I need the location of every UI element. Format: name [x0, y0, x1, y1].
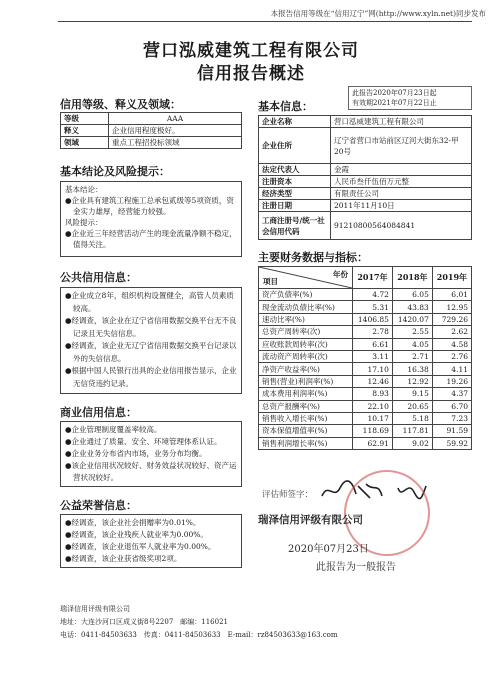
- validity-start: 此报告2020年07月23日起: [352, 89, 437, 97]
- metric-name: 速动比率(%): [259, 313, 353, 325]
- metric-value: 2.78: [353, 326, 393, 338]
- business-credit-item: ●企业管理制度覆盖率较高。: [65, 425, 162, 434]
- top-divider: [58, 21, 472, 22]
- financial-table: [258, 266, 472, 450]
- rating-value: 重点工程招投标领域: [109, 137, 242, 149]
- rating-label: 等级: [61, 113, 109, 125]
- metric-name: 总资产报酬率(%): [259, 400, 353, 412]
- metric-value: 16.38: [392, 363, 432, 375]
- metric-name: 成本费用利润率(%): [259, 388, 353, 400]
- risk-label: 风险提示：: [65, 218, 103, 227]
- metric-value: 22.10: [353, 400, 393, 412]
- conclusion-box: [60, 181, 242, 257]
- metric-value: 9.15: [392, 388, 432, 400]
- financial-row: [259, 301, 472, 313]
- financial-corner-cell: [259, 267, 353, 289]
- metric-value: 6.61: [353, 338, 393, 350]
- metric-value: 2.76: [432, 350, 471, 362]
- financial-row: [259, 326, 472, 338]
- financial-row: [259, 437, 472, 449]
- public-credit-item: ●企业成立8年，组织机构设置健全，高管人员素质较高。: [65, 291, 234, 313]
- basic-conclusion-label: 基本结论：: [65, 185, 103, 194]
- metric-value: 20.65: [392, 400, 432, 412]
- top-note: 本报告信用等级在“信用辽宁”网(http://www.xyln.net)同步发布: [270, 9, 486, 18]
- metric-value: 3.11: [353, 350, 393, 362]
- rating-row-field: [61, 137, 242, 149]
- basic-info-table: [258, 115, 472, 240]
- metric-value: 12.92: [392, 375, 432, 387]
- basic-conclusion-text: ●企业具有建筑工程施工总承包贰级等5项资质，资金实力雄厚，经营能力较强。: [65, 196, 234, 216]
- public-credit-heading: 公共信用信息：: [60, 271, 137, 284]
- public-welfare-item: ●经调查，该企业残疾人就业率为0.00%。: [65, 530, 208, 539]
- metric-value: 4.58: [432, 338, 471, 350]
- signoff-date: 2020年07月23日: [288, 544, 369, 555]
- financial-row: [259, 412, 472, 424]
- info-value: 91210800564084841: [331, 212, 472, 240]
- info-label: 企业住所: [259, 128, 331, 164]
- info-value: 人民币叁仟伍佰万元整: [331, 176, 472, 188]
- metric-value: 7.23: [432, 412, 471, 424]
- metric-value: 2.55: [392, 326, 432, 338]
- business-credit-item: ●企业业务分布省内市场，业务分布均衡。: [65, 449, 207, 458]
- metric-value: 4.05: [392, 338, 432, 350]
- public-welfare-item: ●经调查，该企业获省级奖项2项。: [65, 554, 182, 563]
- metric-value: 6.01: [432, 289, 471, 301]
- metric-value: 729.26: [432, 313, 471, 325]
- info-row-reg-date: [259, 200, 472, 212]
- financial-header-row: [259, 267, 472, 289]
- report-title: 信用报告概述: [197, 64, 305, 84]
- metric-value: 5.31: [353, 301, 393, 313]
- metric-name: 应收账款周转率(次): [259, 338, 353, 350]
- evaluator-label: 评估师签字：: [262, 490, 314, 500]
- footer-company: 瑞泽信用评级有限公司: [60, 605, 130, 613]
- rating-value: AAA: [109, 113, 242, 125]
- info-value: 2011年11月10日: [331, 200, 472, 212]
- info-value: 金霞: [331, 164, 472, 176]
- metric-value: 8.93: [353, 388, 393, 400]
- public-welfare-item: ●经调查，该企业社会捐赠率为0.01%。: [65, 518, 201, 527]
- metric-name: 销售利润增长率(%): [259, 437, 353, 449]
- basic-info-heading: 基本信息：: [258, 100, 313, 113]
- footer-contact: 电话：0411-84503633 传真：0411-84503633 E-mail：rz84503633@163.com: [60, 631, 338, 639]
- corner-item-label: 项目: [263, 277, 278, 286]
- metric-value: 62.91: [353, 437, 393, 449]
- metric-name: 销售收入增长率(%): [259, 412, 353, 424]
- financial-row: [259, 388, 472, 400]
- metric-value: 10.17: [353, 412, 393, 424]
- info-value: 辽宁省营口市站前区辽河大街东32-甲20号: [331, 128, 472, 164]
- metric-value: 2.62: [432, 326, 471, 338]
- info-row-name: [259, 116, 472, 128]
- business-credit-box: [60, 421, 242, 487]
- metric-value: 117.81: [392, 425, 432, 437]
- company-title: 营口泓威建筑工程有限公司: [143, 41, 359, 61]
- rating-row-meaning: [61, 125, 242, 137]
- rating-label: 释义: [61, 125, 109, 137]
- metric-value: 59.92: [432, 437, 471, 449]
- metric-value: 2.71: [392, 350, 432, 362]
- metric-name: 资本保值增值率(%): [259, 425, 353, 437]
- info-value: 营口泓威建筑工程有限公司: [331, 116, 472, 128]
- financial-row: [259, 338, 472, 350]
- business-credit-item: ●企业通过了质量、安全、环境管理体系认证。: [65, 437, 222, 446]
- financial-row: [259, 400, 472, 412]
- year-header: 2017年: [353, 267, 393, 289]
- metric-value: 4.11: [432, 363, 471, 375]
- metric-name: 总资产周转率(次): [259, 326, 353, 338]
- financial-row: [259, 289, 472, 301]
- public-welfare-box: [60, 514, 242, 568]
- public-welfare-item: ●经调查，该企业退伍军人就业率为0.00%。: [65, 542, 216, 551]
- info-row-capital: [259, 176, 472, 188]
- metric-value: 4.72: [353, 289, 393, 301]
- metric-name: 净资产收益率(%): [259, 363, 353, 375]
- rating-label: 领域: [61, 137, 109, 149]
- year-header: 2018年: [392, 267, 432, 289]
- financial-row: [259, 363, 472, 375]
- info-label: 注册日期: [259, 200, 331, 212]
- metric-name: 现金流动负债比率(%): [259, 301, 353, 313]
- financial-heading: 主要财务数据与指标：: [258, 251, 368, 264]
- metric-value: 118.69: [353, 425, 393, 437]
- signoff-company: 瑞泽信用评级有限公司: [258, 514, 363, 526]
- financial-row: [259, 313, 472, 325]
- financial-row: [259, 375, 472, 387]
- year-header: 2019年: [432, 267, 471, 289]
- public-credit-item: ●经调查，该企业在辽宁省信用数据交换平台无不良记录且无失信信息。: [65, 316, 237, 338]
- info-row-legal-rep: [259, 164, 472, 176]
- public-credit-box: [60, 287, 242, 394]
- conclusion-heading: 基本结论及风险提示：: [60, 165, 170, 178]
- metric-value: 19.26: [432, 375, 471, 387]
- rating-value: 企业信用程度极好。: [109, 125, 242, 137]
- metric-value: 12.95: [432, 301, 471, 313]
- risk-text: ●企业近三年经营活动产生的现金流量净额不稳定，值得关注。: [65, 229, 237, 249]
- rating-heading: 信用等级、释义及领域：: [60, 98, 181, 111]
- metric-value: 17.10: [353, 363, 393, 375]
- metric-value: 9.02: [392, 437, 432, 449]
- info-label: 注册资本: [259, 176, 331, 188]
- report-type-note: 此报告为一般报告: [316, 562, 396, 573]
- public-credit-item: ●根据中国人民银行出具的企业信用报告显示，企业无信贷违约记录。: [65, 366, 237, 388]
- validity-end: 有效期2021年07月22日止: [352, 99, 437, 107]
- public-welfare-heading: 公益荣誉信息：: [60, 499, 137, 512]
- info-label: 法定代表人: [259, 164, 331, 176]
- footer-address: 地址：大连沙河口区成义街8号2207 邮编：116021: [60, 618, 228, 626]
- corner-year-label: 年份: [333, 270, 348, 279]
- info-value: 有限责任公司: [331, 188, 472, 200]
- info-label: 工商注册号/统一社会信用代码: [259, 212, 331, 240]
- financial-row: [259, 350, 472, 362]
- business-credit-heading: 商业信用信息：: [60, 406, 137, 419]
- info-row-address: [259, 128, 472, 164]
- info-row-credit-code: [259, 212, 472, 240]
- metric-value: 5.18: [392, 412, 432, 424]
- info-row-type: [259, 188, 472, 200]
- metric-value: 6.70: [432, 400, 471, 412]
- metric-value: 6.05: [392, 289, 432, 301]
- financial-row: [259, 425, 472, 437]
- metric-name: 销售(营业)利润率(%): [259, 375, 353, 387]
- rating-row-grade: [61, 113, 242, 125]
- metric-value: 4.37: [432, 388, 471, 400]
- info-label: 经济类型: [259, 188, 331, 200]
- metric-value: 12.46: [353, 375, 393, 387]
- metric-value: 1420.07: [392, 313, 432, 325]
- info-label: 企业名称: [259, 116, 331, 128]
- metric-value: 91.59: [432, 425, 471, 437]
- validity-box: [348, 86, 472, 110]
- metric-value: 1406.85: [353, 313, 393, 325]
- public-credit-item: ●经调查，该企业无辽宁省信用数据交换平台记录以外的失信信息。: [65, 341, 237, 363]
- business-credit-item: ●该企业信用状况较好、财务效益状况较好、资产运营状况较好。: [65, 461, 237, 482]
- rating-table: [60, 112, 242, 149]
- metric-name: 流动资产周转率(次): [259, 350, 353, 362]
- metric-value: 43.83: [392, 301, 432, 313]
- metric-name: 资产负债率(%): [259, 289, 353, 301]
